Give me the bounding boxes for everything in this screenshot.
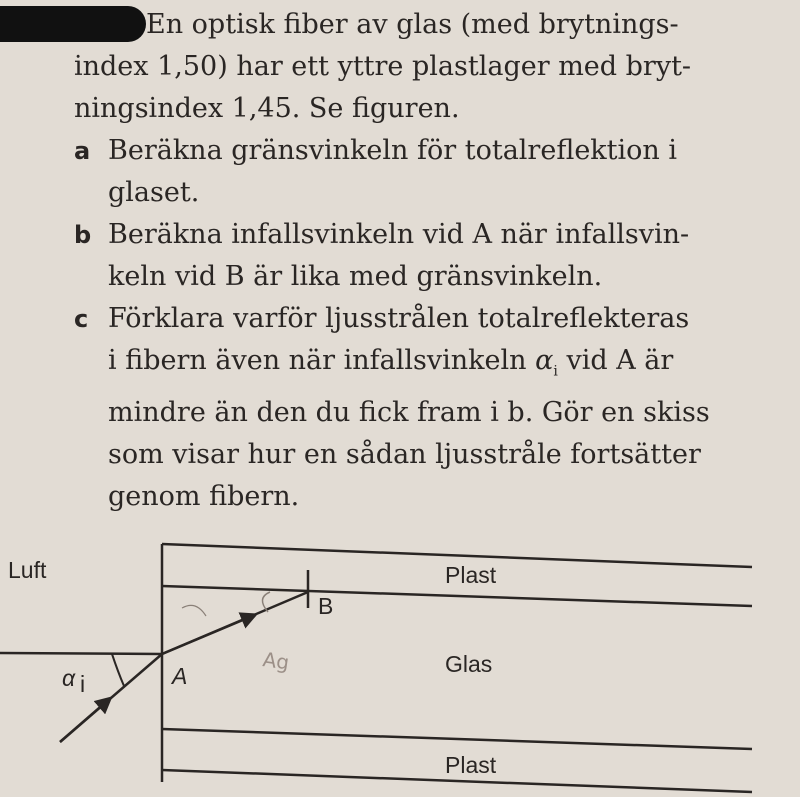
pencil-note: Ag: [261, 647, 291, 675]
normal-at-a: [0, 653, 162, 654]
item-c-letter: c: [74, 305, 89, 333]
item-c-line-3: mindre än den du fick fram i b. Gör en skiss: [108, 397, 710, 429]
refracted-ray-arrow: [162, 617, 250, 654]
label-alpha-sub: i: [80, 671, 86, 697]
problem-intro: [74, 4, 774, 130]
intro-line-1: En optisk fiber av glas (med brytnings-: [146, 9, 679, 40]
label-point-b: B: [318, 593, 334, 619]
label-alpha: α: [62, 665, 76, 691]
label-glas: Glas: [445, 651, 493, 677]
item-c-line-5: genom fibern.: [108, 481, 300, 513]
item-b-line-2: keln vid B är lika med gränsvinkeln.: [108, 261, 603, 292]
item-c-line-4: som visar hur en sådan ljusstråle fortsätter: [108, 439, 701, 471]
intro-line-3: ningsindex 1,45. Se figuren.: [74, 93, 460, 124]
item-b-line-1: Beräkna infallsvinkeln vid A när infallsvin-: [108, 219, 690, 250]
label-plast-bottom: Plast: [445, 752, 497, 778]
fiber-figure: [0, 520, 800, 797]
intro-line-2: index 1,50) har ett yttre plastlager med bryt-: [74, 51, 692, 82]
bottom-glass-boundary: [162, 729, 752, 749]
label-point-a: A: [172, 663, 188, 689]
item-a-line-2: glaset.: [108, 177, 200, 208]
alpha-i-symbol: $\alpha_i$: [535, 345, 558, 380]
item-c-line-2: i fibern även när infallsvinkeln $\alpha_i$ vid A är: [108, 345, 674, 380]
item-a-letter: a: [74, 137, 91, 165]
alpha-angle-arc: [112, 654, 124, 686]
incident-ray-arrow: [60, 702, 106, 742]
pencil-arc-a: [182, 605, 206, 616]
label-luft: Luft: [8, 557, 47, 583]
item-c-line-1: Förklara varför ljusstrålen totalreflekteras: [108, 303, 690, 334]
item-b-letter: b: [74, 221, 92, 249]
top-glass-boundary: [162, 586, 752, 606]
label-plast-top: Plast: [445, 562, 497, 588]
item-a-line-1: Beräkna gränsvinkeln för totalreflektion i: [108, 135, 678, 166]
